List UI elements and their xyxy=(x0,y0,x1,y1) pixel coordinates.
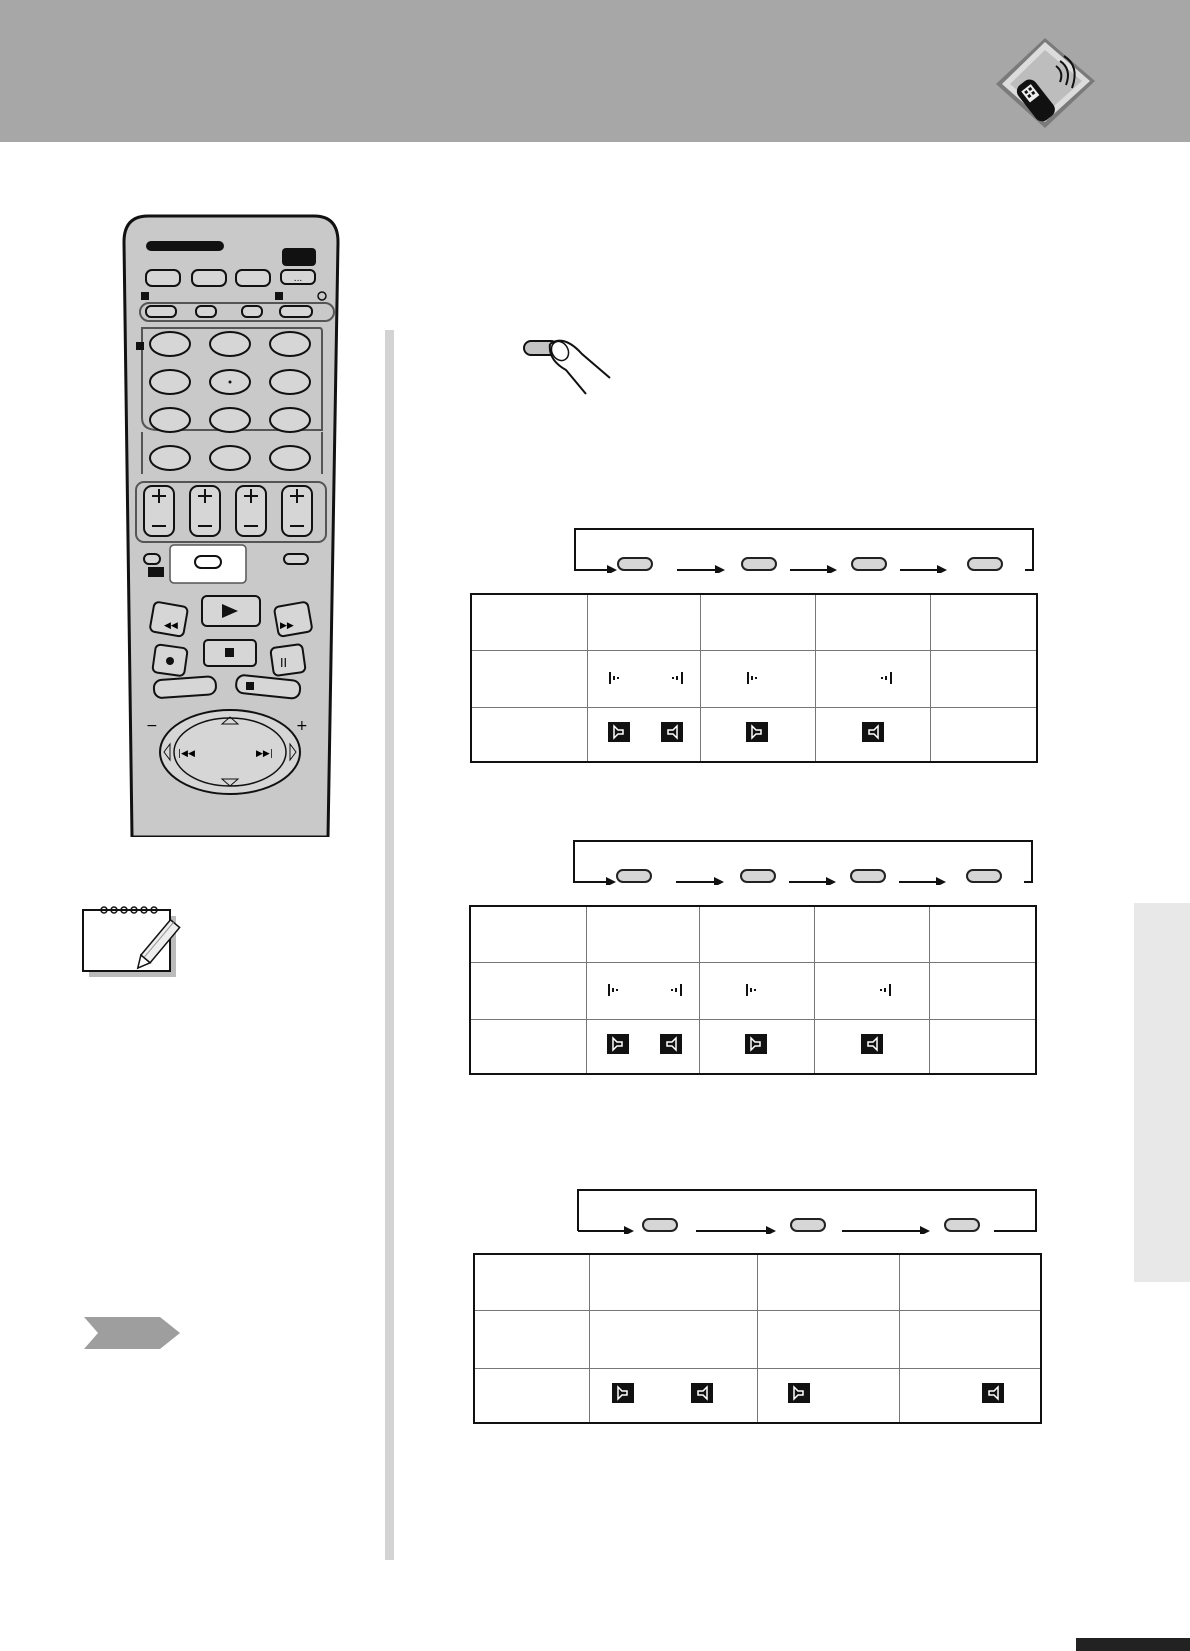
svg-text:...: ... xyxy=(293,274,303,284)
svg-text:+: + xyxy=(296,718,308,734)
audio-mode-table-1 xyxy=(470,593,1038,763)
side-tab xyxy=(1134,903,1190,1282)
svg-text:◀◀: ◀◀ xyxy=(164,621,178,631)
left-level-indicator-icon xyxy=(746,670,760,689)
left-speaker-icon xyxy=(746,722,768,746)
left-speaker-icon xyxy=(745,1034,767,1058)
left-level-indicator-icon xyxy=(608,670,622,689)
audio-mode-table-3 xyxy=(473,1253,1042,1424)
right-level-indicator-icon xyxy=(671,670,685,689)
notepad-pencil-icon xyxy=(80,906,190,982)
audio-cycle-diagram-2 xyxy=(572,839,1034,885)
right-speaker-icon xyxy=(982,1383,1004,1407)
right-level-indicator-icon xyxy=(670,982,684,1001)
right-speaker-icon xyxy=(661,722,683,746)
audio-cycle-diagram-1 xyxy=(573,527,1035,573)
continue-arrow-icon xyxy=(84,1317,180,1349)
right-speaker-icon xyxy=(861,1034,883,1058)
svg-text:−: − xyxy=(146,718,158,734)
remote-control-icon xyxy=(990,36,1100,131)
svg-text:II: II xyxy=(280,656,288,670)
audio-mode-table-2 xyxy=(469,905,1037,1075)
left-speaker-icon xyxy=(612,1383,634,1407)
svg-text:▶▶|: ▶▶| xyxy=(256,749,273,759)
left-speaker-icon xyxy=(608,722,630,746)
page-number-tab xyxy=(1076,1638,1190,1651)
vertical-rule xyxy=(385,330,394,1560)
left-level-indicator-icon xyxy=(607,982,621,1001)
remote-control-illustration xyxy=(118,212,344,837)
right-speaker-icon xyxy=(862,722,884,746)
right-speaker-icon xyxy=(660,1034,682,1058)
left-speaker-icon xyxy=(788,1383,810,1407)
right-level-indicator-icon xyxy=(879,982,893,1001)
svg-text:▶▶: ▶▶ xyxy=(280,621,294,631)
right-level-indicator-icon xyxy=(880,670,894,689)
left-speaker-icon xyxy=(607,1034,629,1058)
right-speaker-icon xyxy=(691,1383,713,1407)
audio-cycle-diagram-3 xyxy=(576,1188,1040,1234)
finger-press-icon xyxy=(520,336,620,400)
left-level-indicator-icon xyxy=(745,982,759,1001)
svg-text:|◀◀: |◀◀ xyxy=(178,749,195,759)
